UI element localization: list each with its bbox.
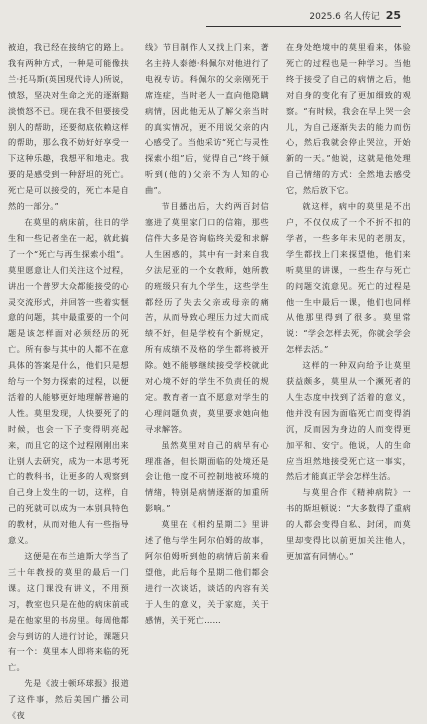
paragraph: 这便是在布兰迪斯大学当了三十年教授的莫里的最后一门课。这门课没有讲义，不用预习，教室也只是在他的病床前或是在他家里的书房里。每周他都会与到访的人进行讨论，课题只有一个：莫里本人即将来临的死亡。 [8,551,129,673]
issue-number: 2025.6 [309,12,341,22]
paragraph: 节目播出后，大约两百封信塞进了莫里家门口的信箱，那些信件大多是咨询临终关爱和求解人生困惑的，其中有一封来自我夕法尼亚的一个女教师，她所教的班级只有九个学生，这些学生都经历了失去父亲或母亲的痛苦，从而导致心理压力过大而成绩不好，但是学校有个新规定，所有成绩不及格的学生都将被开除。她不能够继续接受学校就此对心境不好的学生不负责任的规定。教育者一直不愿意对学生的心理问题负责，莫里要求她向他寻求解答。 [145,201,269,434]
paragraph: 虽然莫里对自己的病早有心理准备，但长期面临的处境还是会让他一度不可控制地被环境的情绪，特别是病情逐渐的加重所影响。” [145,439,269,514]
header-rule [206,26,401,27]
page-header [0,0,427,30]
text-column-2 [145,40,269,629]
page-number: 25 [385,9,401,22]
text-column-1 [8,40,129,724]
paragraph: 莫里在《相约星期二》里讲述了他与学生阿尔伯姆的故事，阿尔伯姆听到他的病情后前来看望他，此后每个星期二他们都会进行一次谈话，谈话的内容有关于人生的意义，关于家庭，关于感情，关于死亡…… [145,519,269,625]
paragraph: 与莫里合作《精神病院》一书的斯坦顿说：“大多数得了重病的人都会变得自私、封闭，而莫里却变得比以前更加关注他人，更加富有同情心。” [286,487,411,561]
text-column-3 [286,40,411,565]
paragraph: 被迫，我已经在接纳它的路上。我有两种方式，一种是可能像扶兰·托马斯(英国现代诗人)所说，愤怒，坚决对生命之光的逐渐黯淡愤怒不已。现在我不但要接受别人的帮助，还要彻底依赖这样的帮助，那么我不妨好好享受一下这种乐趣，我想平和地走。我要的是感受到一种舒坦的死亡。死亡是可以接受的，死亡本是自然的一部分。” [8,42,129,212]
paragraph: 线》节目制作人又找上门来，著名主持人泰德·科佩尔对他进行了电视专访。科佩尔的父亲刚死于席连症，当时老人一直向他隐瞒病情，因此他无从了解父亲当时的真实情况，更不用说父亲的内心感受了。当他采访“死亡与灵性探索小组”后，觉得自己“终于倾听到(他的)父亲不为人知的心曲”。 [145,42,269,196]
paragraph: 在莫里的病床前，往日的学生和一些记者坐在一起，就此搞了一个“死亡与再生探索小组”。莫里愿意让人们关注这个过程，讲出一个普罗大众都能接受的心灵交流形式，并回答一些着实惬意的问题，其中最重要的一个问题是该怎样面对必须经历的死亡。所有参与其中的人都不在意具体的答案是什么，他们只是想给与一个努力探索的过程，以便活着的人能够更好地理解普遍的人性。莫里发现，人快要死了的时候，也会一下子变得明亮起来，而且它的这个过程刚刚出来让别人去研究，成为一本思考死亡的教科书，让更多的人观察到自己身上发生的一切，这样，自己的死就可以成为一本别具特色的教材，从而对他人有一些指导意义。 [8,216,129,546]
paragraph: 先是《波士顿环球报》报道了这件事，然后美国广播公司《夜 [8,678,129,721]
running-header [309,9,401,22]
column-name: 名人传记 [343,12,380,22]
paragraph: 就这样，病中的莫里是不出户，不仅仅成了一个不折不扣的学者，一些多年未见的老朋友，学生都找上门来探望他，他们来听莫里的讲课，一些生存与死亡的问题交流意见。死亡的过程是他一生中最后一课，他们也同样从他那里得到了很多。莫里常说：“学会怎样去死，你就会学会怎样去活。” [286,201,411,355]
paragraph: 在身处绝境中的莫里看来，体验死亡的过程也是一种学习。当他终于接受了自己的病情之后，他对自身的变化有了更加细致的观察。“有时候，我会在早上哭一会儿，为自己逐渐失去的能力而伤心，然后我就会停止哭泣，开始新的一天。”他说，这就是他处理自己情绪的方式：全然地去感受它，然后放下它。 [286,42,411,196]
paragraph: 这样的一种双向给予让莫里获益颇多，莫里从一个濒死者的人生态度中找到了活着的意义，他并没有因为面临死亡而变得消沉，反而因为身边的人而变得更加平和、安宁。他说，人的生命应当坦然地接受死亡这一事实，然后才能真正学会怎样生活。 [286,360,411,482]
